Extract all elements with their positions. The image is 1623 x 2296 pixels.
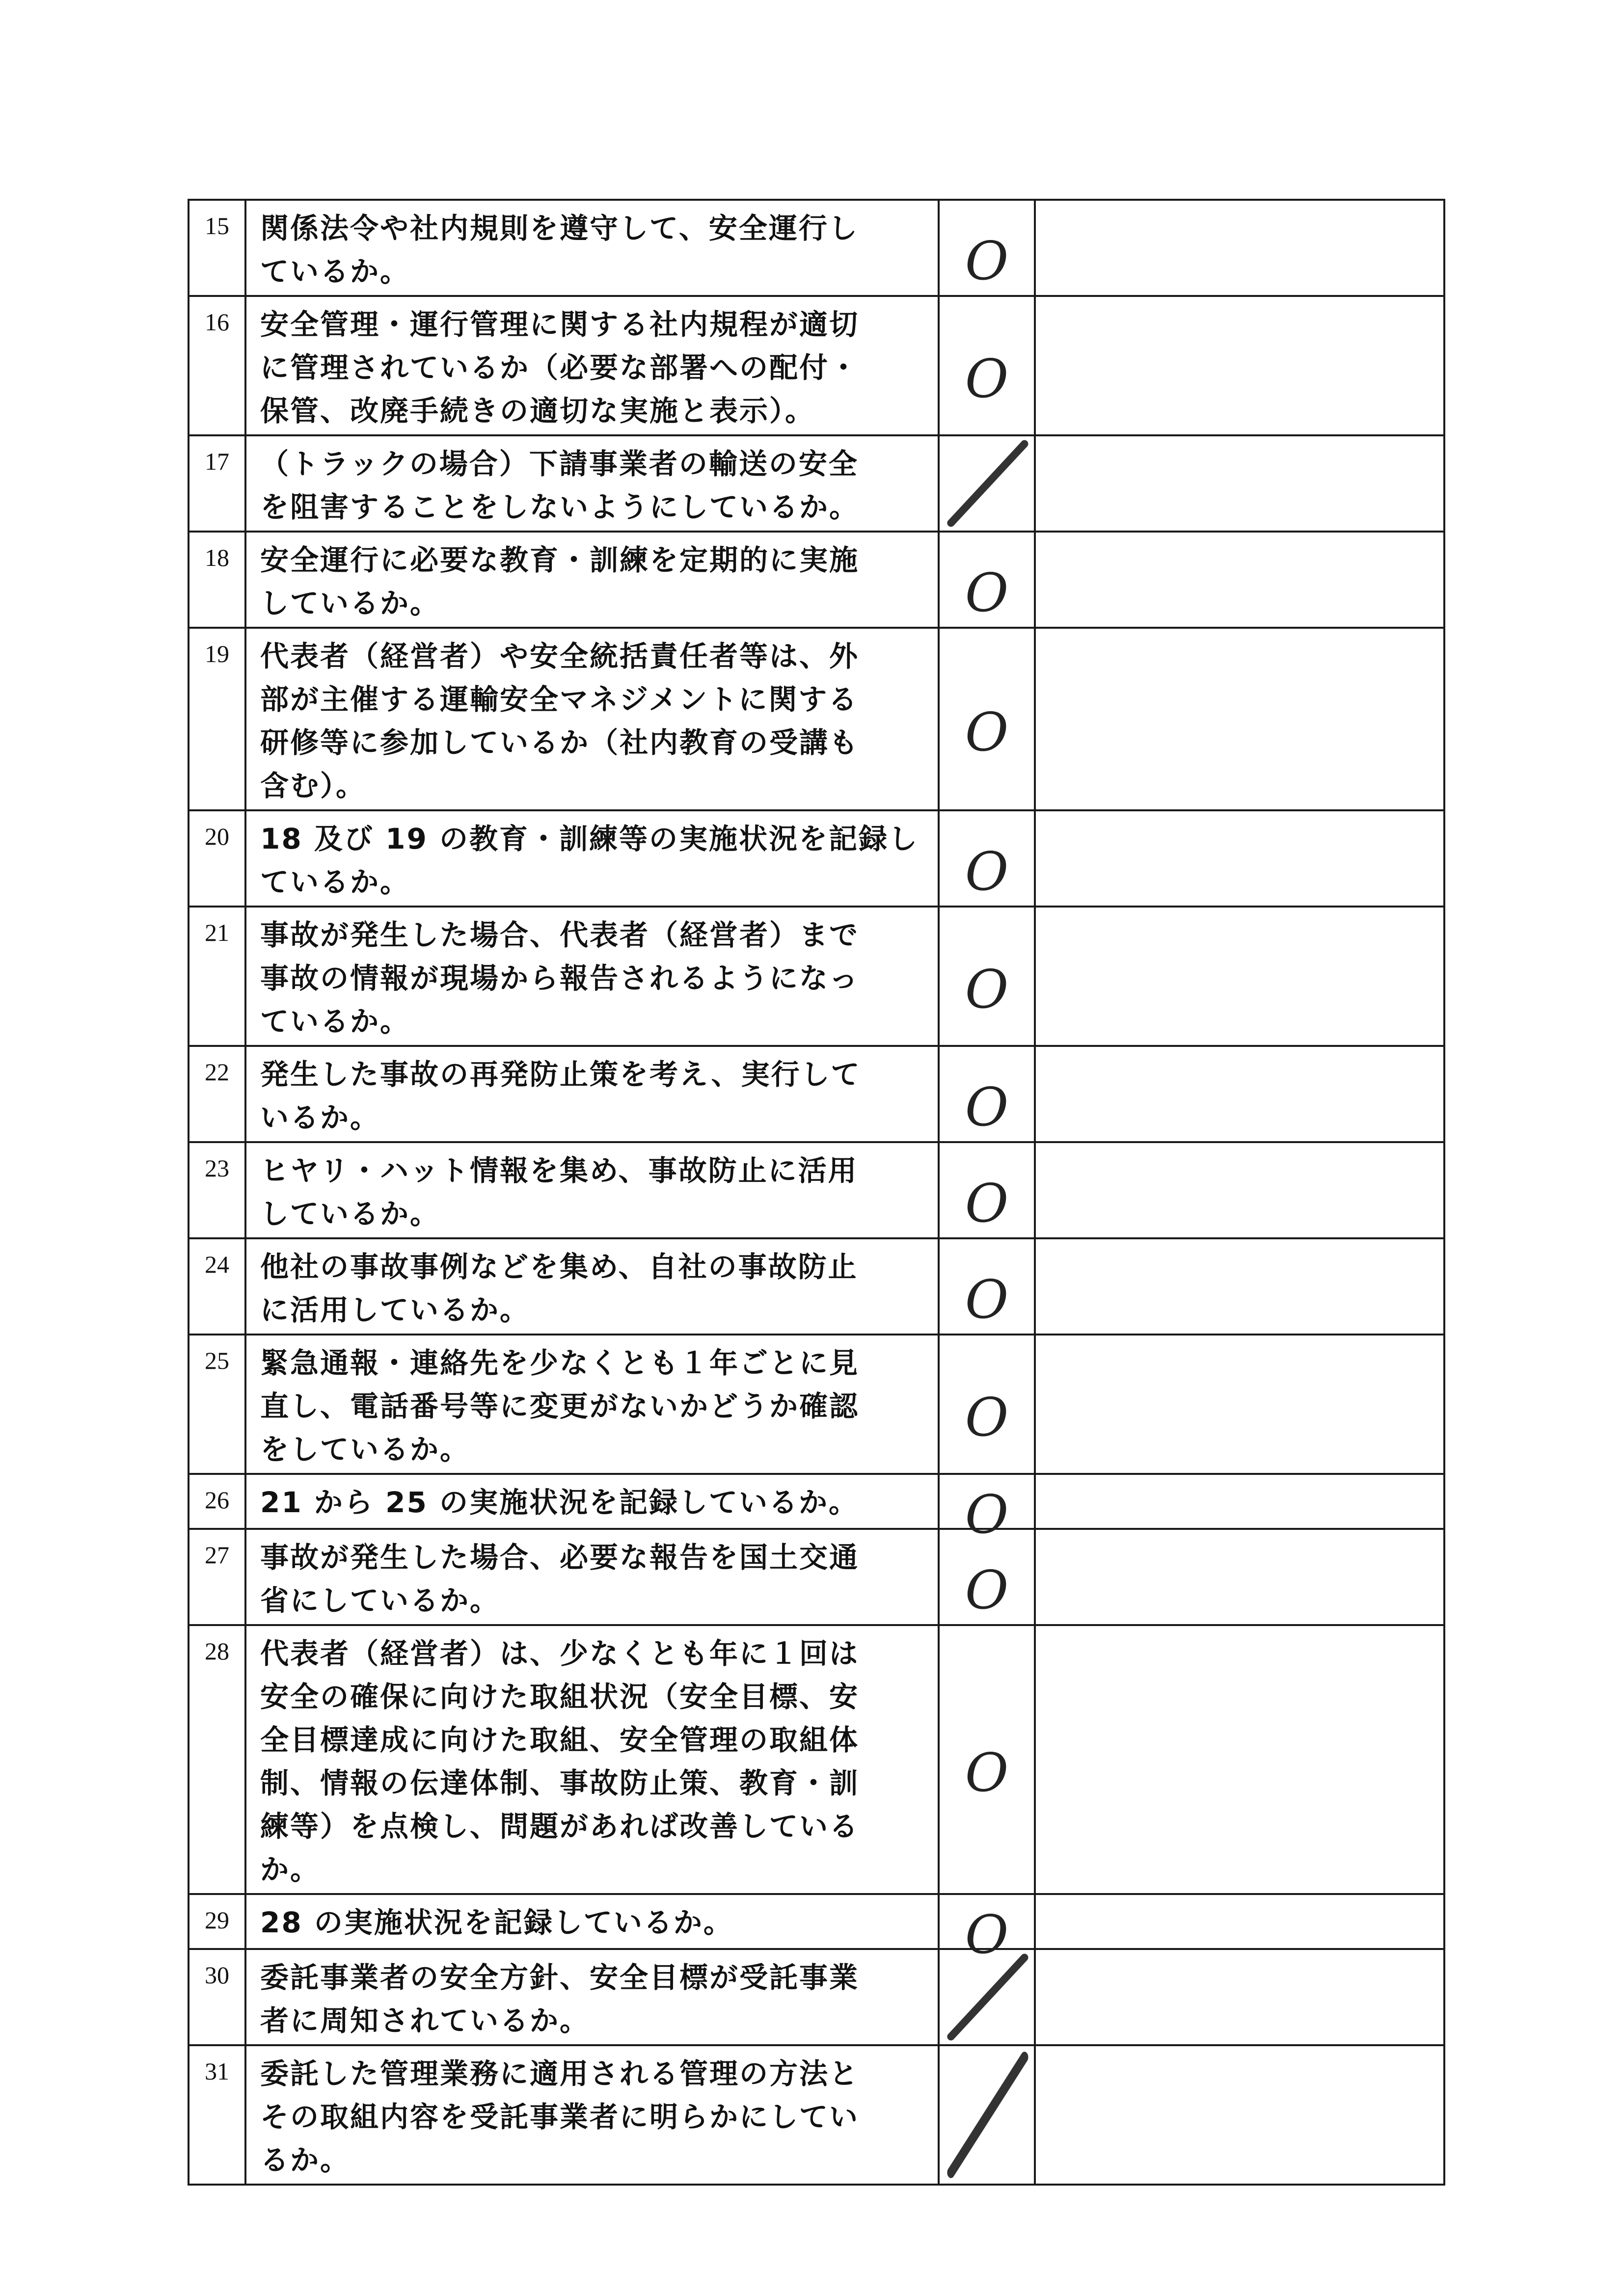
- question-cell: [245, 532, 939, 628]
- circle-mark-icon: O: [965, 1269, 1009, 1331]
- remarks-cell: [1035, 1529, 1444, 1625]
- table-row: [189, 628, 1444, 810]
- question-text: 関係法令や社内規則を遵守して、安全運行し ているか。: [260, 212, 859, 288]
- item-number: 27: [189, 1529, 245, 1625]
- circle-mark-icon: O: [965, 1904, 1009, 1966]
- question-cell: [245, 907, 939, 1046]
- circle-mark-icon: O: [965, 702, 1009, 763]
- item-number: 22: [189, 1046, 245, 1142]
- slash-mark-icon: [940, 436, 1034, 531]
- item-number: 17: [189, 435, 245, 532]
- remarks-cell: [1035, 907, 1444, 1046]
- table-row: [189, 1335, 1444, 1474]
- remarks-cell: [1035, 1625, 1444, 1894]
- question-cell: [245, 1046, 939, 1142]
- circle-mark-icon: O: [965, 1173, 1009, 1234]
- question-cell: [245, 1894, 939, 1949]
- question-text: 他社の事故事例などを集め、自社の事故防止 に活用しているか。: [260, 1250, 858, 1327]
- check-mark-cell: [939, 1474, 1035, 1546]
- remarks-cell: [1035, 200, 1444, 296]
- check-mark-cell: [939, 296, 1035, 435]
- slash-mark-icon: [940, 2046, 1034, 2184]
- check-mark-cell: [939, 810, 1035, 907]
- circle-mark-icon: O: [965, 1387, 1009, 1448]
- question-cell: [245, 2045, 939, 2185]
- question-cell: [245, 1335, 939, 1474]
- item-number: 30: [189, 1949, 245, 2045]
- question-cell: [245, 435, 939, 532]
- circle-mark-icon: O: [965, 959, 1009, 1020]
- remarks-cell: [1035, 628, 1444, 810]
- remarks-cell: [1035, 1046, 1444, 1142]
- circle-mark-icon: O: [965, 1560, 1009, 1621]
- item-number: 24: [189, 1238, 245, 1335]
- question-text: 代表者（経営者）は、少なくとも年に１回は 安全の確保に向けた取組状況（安全目標、安 全目標達成に向けた取組、安全管理の取組体 制、情報の伝達体制、事故防止策、教育・訓 練等）を点検し、問題があれば改善している か。: [260, 1637, 860, 1886]
- circle-mark-icon: O: [965, 1077, 1009, 1138]
- circle-mark-icon: O: [965, 1742, 1009, 1804]
- question-text: 代表者（経営者）や安全統括責任者等は、外 部が主催する運輸安全マネジメントに関する 研修等に参加しているか（社内教育の受講も 含む）。: [260, 640, 860, 802]
- item-number: 20: [189, 810, 245, 907]
- check-mark-cell: [939, 1529, 1035, 1625]
- check-mark-cell: [939, 200, 1035, 296]
- question-text: 発生した事故の再発防止策を考え、実行して いるか。: [260, 1058, 861, 1134]
- item-number: 28: [189, 1625, 245, 1894]
- check-mark-cell: [939, 1238, 1035, 1335]
- check-mark-cell: [939, 907, 1035, 1046]
- question-text: 28 の実施状況を記録しているか。: [260, 1906, 733, 1939]
- question-text: 18 及び 19 の教育・訓練等の実施状況を記録し ているか。: [260, 822, 919, 899]
- remarks-cell: [1035, 1474, 1444, 1529]
- question-text: 緊急通報・連絡先を少なくとも１年ごとに見 直し、電話番号等に変更がないかどうか確認 をしているか。: [260, 1346, 860, 1466]
- remarks-cell: [1035, 810, 1444, 907]
- remarks-cell: [1035, 1894, 1444, 1949]
- item-number: 26: [189, 1474, 245, 1529]
- question-cell: [245, 810, 939, 907]
- table-row: [189, 1142, 1444, 1238]
- check-mark-cell: [939, 628, 1035, 810]
- question-text: 委託事業者の安全方針、安全目標が受託事業 者に周知されているか。: [260, 1961, 860, 2037]
- item-number: 29: [189, 1894, 245, 1949]
- remarks-cell: [1035, 532, 1444, 628]
- question-text: ヒヤリ・ハット情報を集め、事故防止に活用 しているか。: [260, 1154, 858, 1230]
- question-text: 安全運行に必要な教育・訓練を定期的に実施 しているか。: [260, 543, 860, 620]
- remarks-cell: [1035, 1335, 1444, 1474]
- question-text: 事故が発生した場合、代表者（経営者）まで 事故の情報が現場から報告されるようになっ ているか。: [260, 918, 860, 1038]
- checklist-table: [188, 199, 1445, 2186]
- question-cell: [245, 1142, 939, 1238]
- check-mark-cell: [939, 1894, 1035, 1966]
- question-text: 事故が発生した場合、必要な報告を国土交通 省にしているか。: [260, 1541, 860, 1617]
- check-mark-cell: [939, 1046, 1035, 1142]
- item-number: 18: [189, 532, 245, 628]
- check-mark-cell: [939, 532, 1035, 628]
- table-row: [189, 1474, 1444, 1529]
- remarks-cell: [1035, 1949, 1444, 2045]
- question-cell: [245, 1238, 939, 1335]
- circle-mark-icon: O: [965, 562, 1009, 624]
- table-row: [189, 435, 1444, 532]
- question-cell: [245, 1474, 939, 1529]
- item-number: 15: [189, 200, 245, 296]
- table-row: [189, 200, 1444, 296]
- table-row: [189, 296, 1444, 435]
- question-cell: [245, 296, 939, 435]
- item-number: 25: [189, 1335, 245, 1474]
- question-text: 委託した管理業務に適用される管理の方法と その取組内容を受託事業者に明らかにしてい るか。: [260, 2057, 860, 2177]
- item-number: 23: [189, 1142, 245, 1238]
- check-mark-cell: [939, 2045, 1035, 2185]
- circle-mark-icon: O: [965, 348, 1009, 410]
- question-text: （トラックの場合）下請事業者の輸送の安全 を阻害することをしないようにしているか。: [260, 447, 860, 524]
- table-row: [189, 1894, 1444, 1949]
- table-row: [189, 1949, 1444, 2045]
- table-row: [189, 1238, 1444, 1335]
- remarks-cell: [1035, 1142, 1444, 1238]
- item-number: 31: [189, 2045, 245, 2185]
- check-mark-cell: [939, 1335, 1035, 1474]
- question-cell: [245, 628, 939, 810]
- table-row: [189, 1046, 1444, 1142]
- item-number: 21: [189, 907, 245, 1046]
- table-row: [189, 2045, 1444, 2185]
- remarks-cell: [1035, 435, 1444, 532]
- table-row: [189, 1625, 1444, 1894]
- table-row: [189, 1529, 1444, 1625]
- question-cell: [245, 1529, 939, 1625]
- remarks-cell: [1035, 296, 1444, 435]
- circle-mark-icon: O: [965, 1484, 1009, 1546]
- checklist-body: [189, 200, 1444, 2185]
- remarks-cell: [1035, 1238, 1444, 1335]
- check-mark-cell: [939, 435, 1035, 532]
- table-row: [189, 532, 1444, 628]
- item-number: 19: [189, 628, 245, 810]
- check-mark-cell: [939, 1625, 1035, 1894]
- check-mark-cell: [939, 1949, 1035, 2045]
- table-row: [189, 810, 1444, 907]
- question-cell: [245, 1625, 939, 1894]
- slash-mark-icon: [940, 1950, 1034, 2044]
- remarks-cell: [1035, 2045, 1444, 2185]
- question-text: 21 から 25 の実施状況を記録しているか。: [260, 1486, 859, 1519]
- question-text: 安全管理・運行管理に関する社内規程が適切 に管理されているか（必要な部署への配付・ 保管、改廃手続きの適切な実施と表示）。: [260, 308, 860, 427]
- circle-mark-icon: O: [965, 231, 1009, 292]
- table-row: [189, 907, 1444, 1046]
- circle-mark-icon: O: [965, 841, 1009, 903]
- question-cell: [245, 200, 939, 296]
- item-number: 16: [189, 296, 245, 435]
- check-mark-cell: [939, 1142, 1035, 1238]
- question-cell: [245, 1949, 939, 2045]
